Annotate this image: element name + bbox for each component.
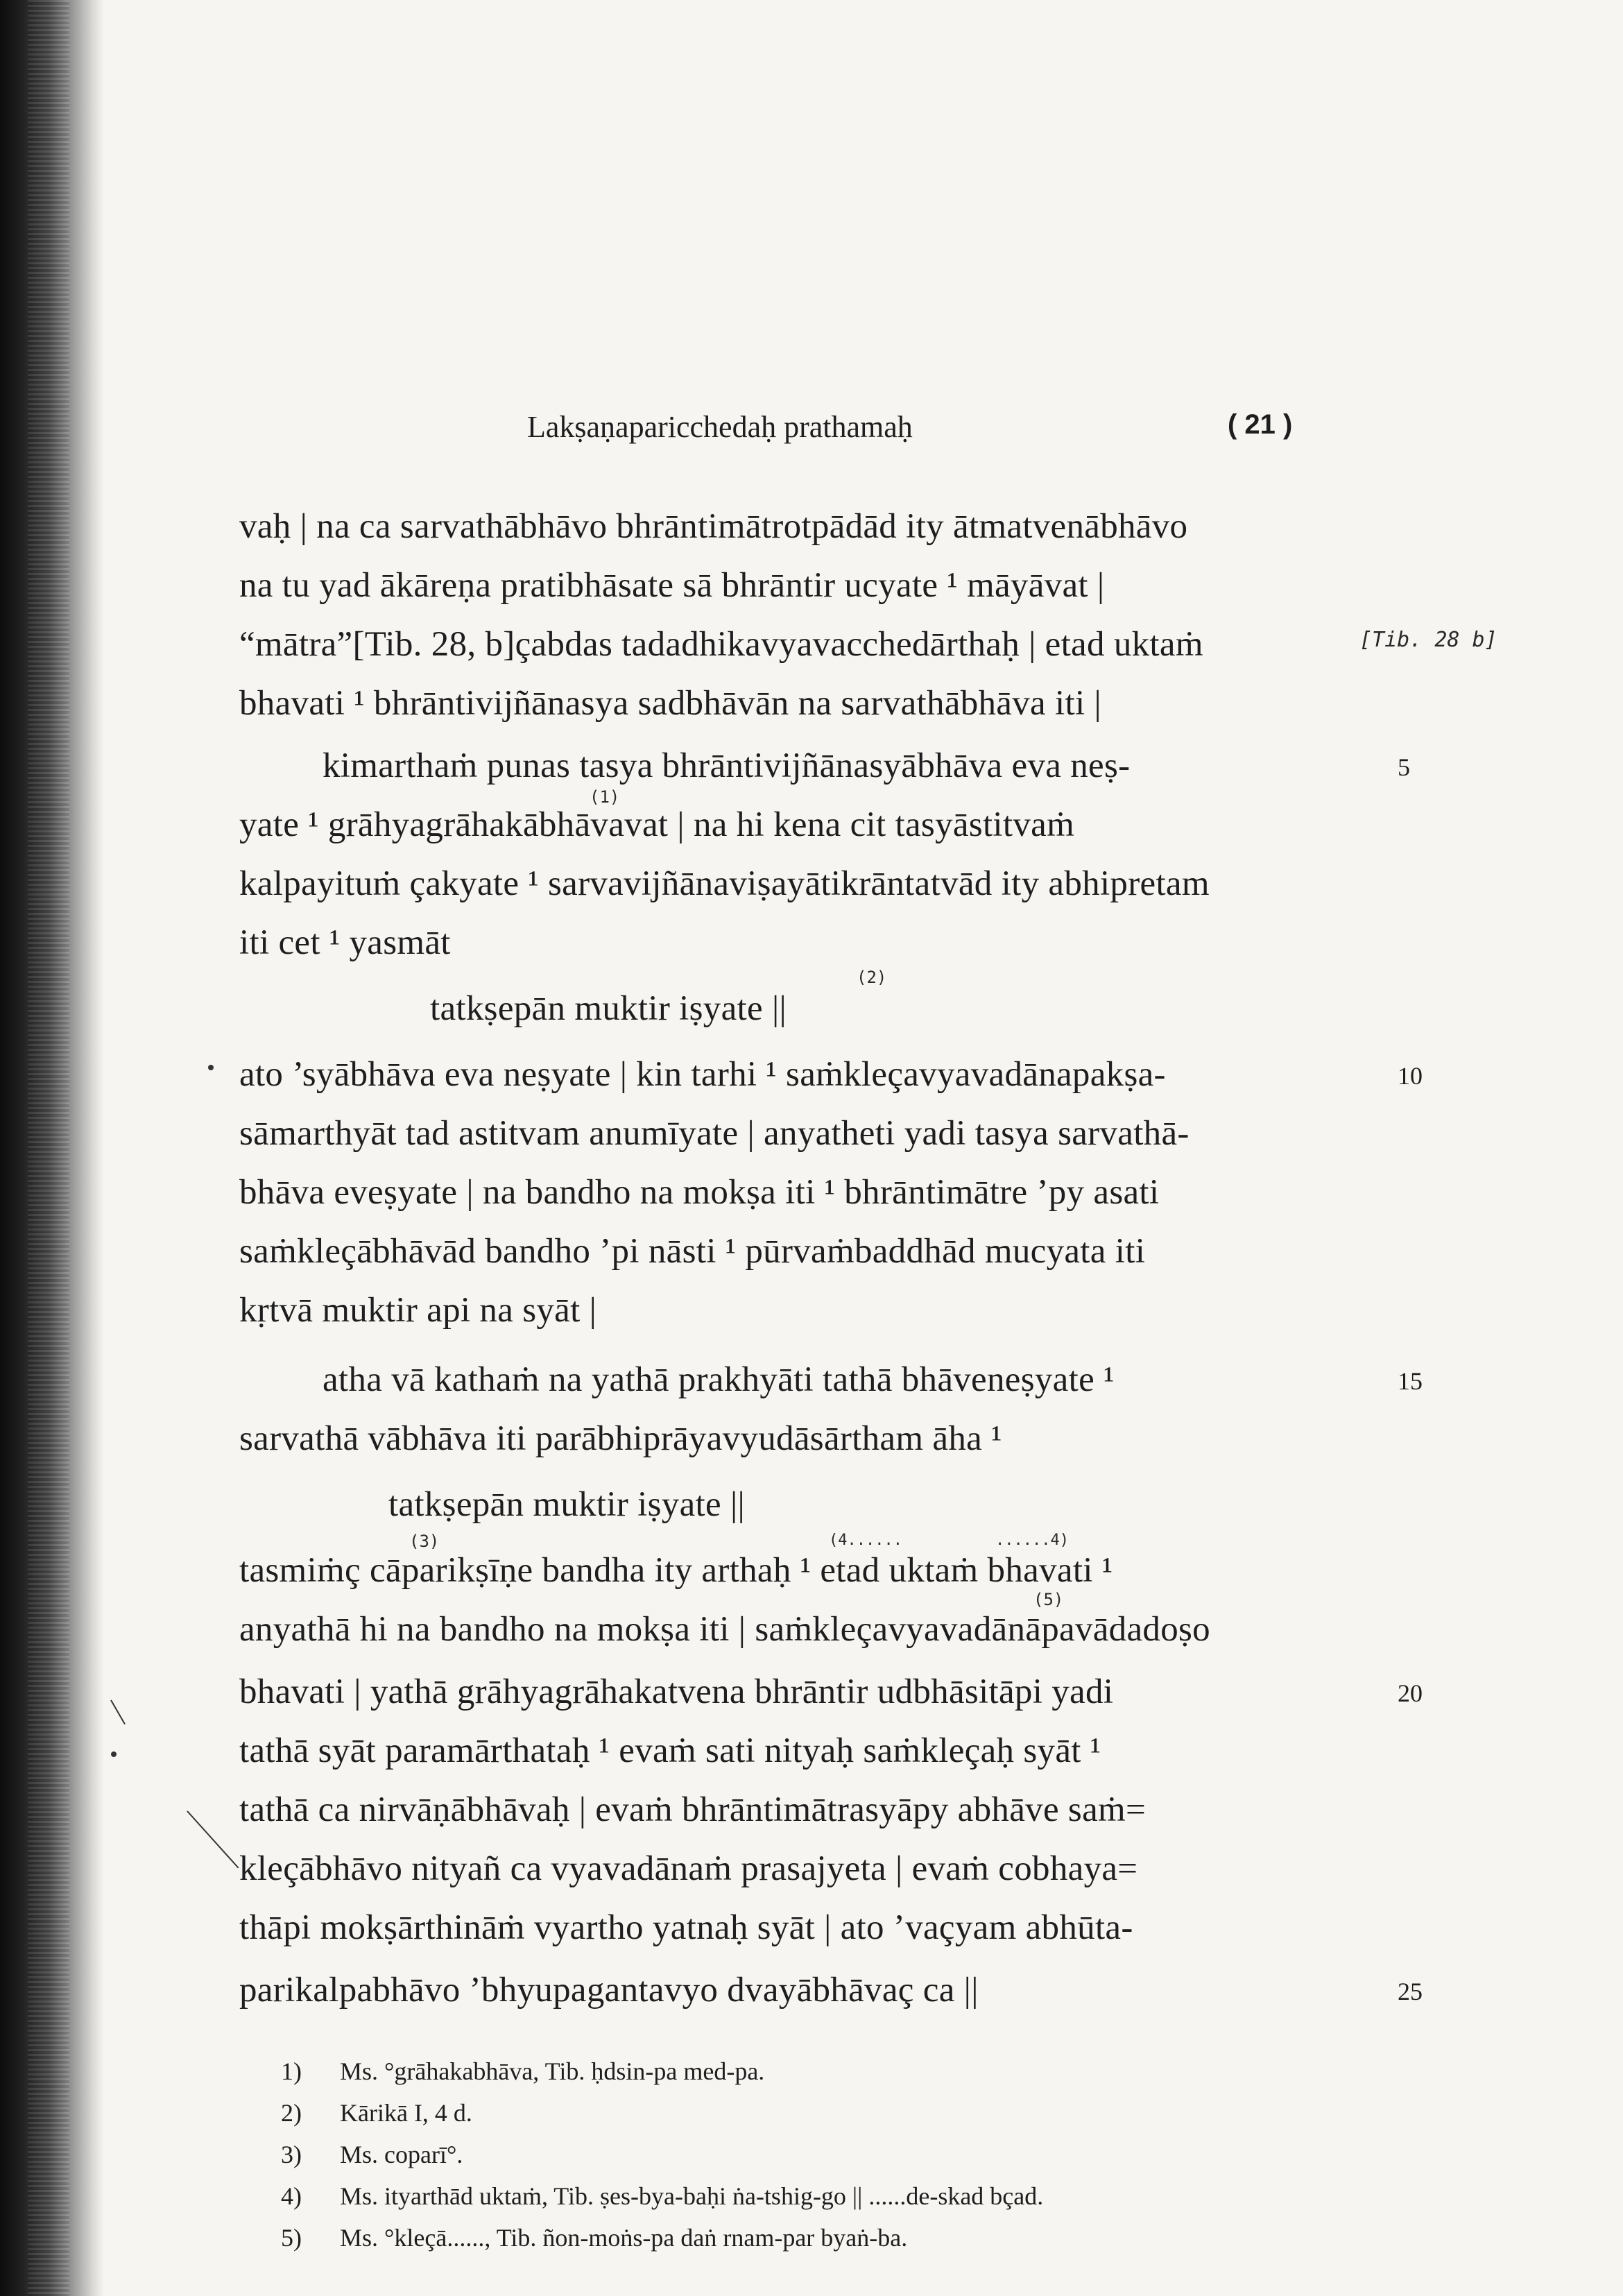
text-line: bhāva eveṣyate | na bandho na mokṣa iti ¹ bhrāntimātre ’py asati [239, 1173, 1160, 1212]
line-number: 25 [1398, 1978, 1423, 2005]
footnote-number: 5) [281, 2224, 302, 2252]
text-line: bhavati | yathā grāhyagrāhakatvena bhrāntir udbhāsitāpi yadi [239, 1672, 1114, 1711]
line-number: 10 [1398, 1062, 1423, 1090]
footnote-marker: (3) [409, 1532, 440, 1551]
footnote [281, 2182, 1043, 2211]
text-line: vaḥ | na ca sarvathābhāvo bhrāntimātrotpādād ity ātmatvenābhāvo [239, 507, 1188, 546]
pen-stroke [110, 1700, 126, 1725]
scan-binding-edge [0, 0, 104, 2296]
text-line: thāpi mokṣārthināṁ vyartho yatnaḥ syāt | ato ’vaçyam abhūta- [239, 1908, 1133, 1947]
text-line: sāmarthyāt tad astitvam anumīyate | anyatheti yadi tasya sarvathā- [239, 1114, 1190, 1153]
page-number: ( 21 ) [1228, 409, 1293, 440]
text-line: parikalpabhāvo ’bhyupagantavyo dvayābhāvaç ca || [239, 1971, 979, 2010]
text-line: ato ’syābhāva eva neṣyate | kin tarhi ¹ saṁkleçavyavadānapakṣa- [239, 1055, 1166, 1094]
footnote [281, 2223, 907, 2252]
text-line: saṁkleçābhāvād bandho ’pi nāsti ¹ pūrvaṁbaddhād mucyata iti [239, 1232, 1146, 1271]
footnote-marker: (1) [590, 787, 620, 807]
text-line: iti cet ¹ yasmāt [239, 923, 451, 962]
text-line: kimarthaṁ punas tasya bhrāntivijñānasyābhāva eva neṣ- [323, 746, 1131, 785]
line-number: 5 [1398, 753, 1410, 781]
text-line: kṛtvā muktir api na syāt | [239, 1291, 597, 1330]
text-line: kleçābhāvo nityañ ca vyavadānaṁ prasajyeta | evaṁ cobhaya= [239, 1849, 1138, 1888]
pen-dot [111, 1751, 117, 1757]
text-line: yate ¹ grāhyagrāhakābhāvavat | na hi kena cit tasyāstitvaṁ [239, 805, 1075, 844]
footnote-text: Ms. °grāhakabhāva, Tib. ḥdsin-pa med-pa. [340, 2057, 765, 2085]
line-number: 15 [1398, 1367, 1423, 1395]
footnote-marker: (2) [857, 968, 887, 987]
footnote-text: Ms. ityarthād uktaṁ, Tib. ṣes-bya-baḥi ṅa-tshig-go || ......de-skad bçad. [340, 2182, 1044, 2210]
footnote-marker: ......4) [995, 1532, 1069, 1549]
text-line: sarvathā vābhāva iti parābhiprāyavyudāsārtham āha ¹ [239, 1419, 1002, 1458]
text-line: bhavati ¹ bhrāntivijñānasya sadbhāvān na sarvathābhāva iti | [239, 684, 1101, 723]
text-line: atha vā kathaṁ na yathā prakhyāti tathā bhāveneṣyate ¹ [323, 1360, 1115, 1399]
footnote-number: 1) [281, 2057, 302, 2085]
text-line: tathā ca nirvāṇābhāvaḥ | evaṁ bhrāntimātrasyāpy abhāve saṁ= [239, 1790, 1147, 1829]
text-line: tasmiṁç cāparikṣīṇe bandha ity arthaḥ ¹ etad uktaṁ bhavati ¹ [239, 1551, 1113, 1590]
footnote-text: Kārikā I, 4 d. [340, 2099, 472, 2127]
footnote [281, 2057, 764, 2086]
footnote-marker: (4...... [829, 1532, 902, 1549]
line-number: 20 [1398, 1679, 1423, 1707]
footnote [281, 2140, 463, 2169]
pen-dot [208, 1065, 214, 1070]
footnote-number: 2) [281, 2099, 302, 2127]
footnote [281, 2098, 472, 2127]
pen-stroke [187, 1810, 239, 1868]
footnote-text: Ms. coparī°. [340, 2141, 463, 2168]
text-line: “mātra”[Tib. 28, b]çabdas tadadhikavyavacchedārthaḥ | etad uktaṁ [239, 625, 1203, 664]
footnote-marker: (5) [1033, 1590, 1064, 1609]
marginal-note: [Tib. 28 b] [1359, 628, 1497, 652]
text-line: kalpayituṁ çakyate ¹ sarvavijñānaviṣayātikrāntatvād ity abhipretam [239, 864, 1210, 903]
footnote-number: 3) [281, 2141, 302, 2168]
text-line: tatkṣepān muktir iṣyate || [388, 1485, 746, 1524]
footnote-number: 4) [281, 2182, 302, 2210]
chapter-title: Lakṣaṇaparicchedaḥ prathamaḥ [527, 410, 913, 444]
text-line: tathā syāt paramārthataḥ ¹ evaṁ sati nityaḥ saṁkleçaḥ syāt ¹ [239, 1731, 1101, 1770]
text-line: tatkṣepān muktir iṣyate || [430, 989, 787, 1028]
text-line: na tu yad ākāreṇa pratibhāsate sā bhrāntir ucyate ¹ māyāvat | [239, 566, 1105, 605]
text-line: anyathā hi na bandho na mokṣa iti | saṁkleçavyavadānāpavādadoṣo [239, 1610, 1210, 1649]
footnote-text: Ms. °kleçā......, Tib. ñon-moṅs-pa daṅ rnam-par byaṅ-ba. [340, 2224, 908, 2252]
